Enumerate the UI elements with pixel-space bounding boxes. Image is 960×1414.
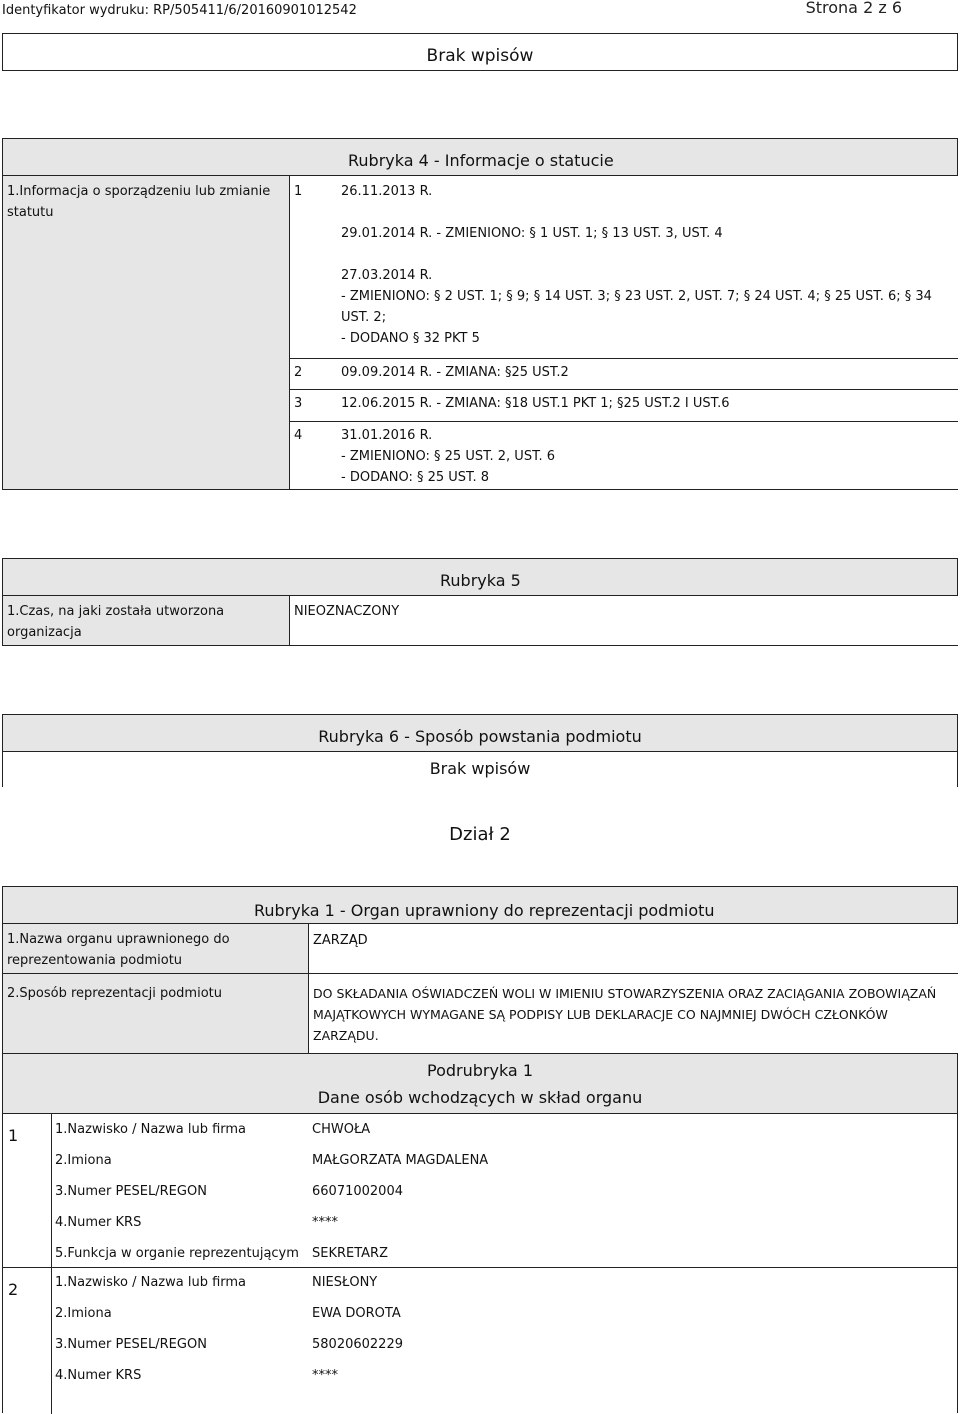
- entry-no: 2: [294, 365, 303, 380]
- entry-text: 26.11.2013 R. 29.01.2014 R. - ZMIENIONO: § 1 UST. 1; § 13 UST. 3, UST. 4 27.03.2014 R. - ZMIENIONO: § 2 UST. 1; § 9; § 14 UST. 3; § 23 UST. 2, UST. 7; § 24 UST. 4; § 25 UST. 6; § 34 UST. 2; - DODANO § 32 PKT 5: [341, 184, 932, 346]
- duration-value-cell: [289, 596, 958, 645]
- rubryka-6-title: Rubryka 6 - Sposób powstania podmiotu: [318, 727, 642, 746]
- empty-entries-text: Brak wpisów: [426, 46, 534, 66]
- person-field-value: 66071002004: [312, 1184, 403, 1199]
- person-field-value: ****: [312, 1215, 338, 1230]
- organ-name-cell: [308, 924, 958, 973]
- person-field-label: 3.Numer PESEL/REGON: [55, 1184, 207, 1199]
- duration-value: NIEOZNACZONY: [294, 604, 400, 619]
- organ-name-value: ZARZĄD: [313, 933, 368, 948]
- representation-label: 2.Sposób reprezentacji podmiotu: [7, 986, 222, 1001]
- rubryka-4-section: [2, 138, 958, 490]
- person-field-label: 2.Imiona: [55, 1306, 112, 1321]
- organ-section-title: Rubryka 1 - Organ uprawniony do reprezentacji podmiotu: [254, 901, 715, 920]
- duration-label: 1.Czas, na jaki została utworzona organizacja: [7, 604, 225, 640]
- entry-no: 1: [294, 184, 303, 199]
- rubryka-5-title: Rubryka 5: [440, 571, 521, 590]
- page-number: Strona 2 z 6: [805, 0, 902, 17]
- person-field-label: 4.Numer KRS: [55, 1215, 142, 1230]
- empty-entries-box: [2, 33, 958, 71]
- representation-value: DO SKŁADANIA OŚWIADCZEŃ WOLI W IMIENIU STOWARZYSZENIA ORAZ ZACIĄGANIA ZOBOWIĄZAŃ MAJĄTKOWYCH WYMAGANE SĄ PODPISY LUB DEKLARACJE CO NAJMNIEJ DWÓCH CZŁONKÓW ZARZĄDU.: [313, 986, 937, 1043]
- entry-no: 4: [294, 428, 303, 443]
- person-field-label: 5.Funkcja w organie reprezentującym: [55, 1246, 299, 1261]
- person-field-value: MAŁGORZATA MAGDALENA: [312, 1153, 489, 1168]
- person-field-label: 4.Numer KRS: [55, 1368, 142, 1383]
- person-field-value: CHWOŁA: [312, 1122, 371, 1137]
- rubryka-6-empty: [3, 751, 957, 787]
- person-field-value: SEKRETARZ: [312, 1246, 389, 1261]
- person-field-value: 58020602229: [312, 1337, 403, 1352]
- organ-section: [2, 886, 958, 1413]
- subsection-subtitle: Dane osób wchodzących w skład organu: [317, 1088, 643, 1107]
- person-number: 1: [8, 1126, 19, 1145]
- entry-no: 3: [294, 396, 303, 411]
- representation-cell: [308, 974, 958, 1053]
- persons-table: [3, 1114, 957, 1414]
- rubryka-6-section: [2, 714, 958, 787]
- entry-text: 09.09.2014 R. - ZMIANA: §25 UST.2: [341, 365, 569, 380]
- entry-text: 31.01.2016 R. - ZMIENIONO: § 25 UST. 2, UST. 6 - DODANO: § 25 UST. 8: [341, 428, 555, 485]
- person-field-label: 1.Nazwisko / Nazwa lub firma: [55, 1122, 247, 1137]
- person-field-value: ****: [312, 1368, 338, 1383]
- person-field-label: 2.Imiona: [55, 1153, 112, 1168]
- person-number: 2: [8, 1280, 19, 1299]
- rubryka-5-section: [2, 558, 958, 646]
- statute-info-label: 1.Informacja o sporządzeniu lub zmianie statutu: [7, 184, 271, 220]
- statute-entries: [289, 176, 958, 489]
- organ-name-label: 1.Nazwa organu uprawnionego do reprezentowania podmiotu: [7, 932, 230, 968]
- person-field-label: 3.Numer PESEL/REGON: [55, 1337, 207, 1352]
- person-field-value: NIESŁONY: [312, 1275, 378, 1290]
- person-field-value: EWA DOROTA: [312, 1306, 401, 1321]
- entry-text: 12.06.2015 R. - ZMIANA: §18 UST.1 PKT 1; §25 UST.2 I UST.6: [341, 396, 730, 411]
- print-identifier: Identyfikator wydruku: RP/505411/6/20160901012542: [2, 3, 357, 18]
- person-field-label: 1.Nazwisko / Nazwa lub firma: [55, 1275, 247, 1290]
- rubryka-6-empty-text: Brak wpisów: [429, 759, 531, 778]
- subsection-title: Podrubryka 1: [427, 1061, 533, 1080]
- section-heading: Dział 2: [449, 824, 511, 845]
- rubryka-4-title: Rubryka 4 - Informacje o statucie: [348, 151, 614, 170]
